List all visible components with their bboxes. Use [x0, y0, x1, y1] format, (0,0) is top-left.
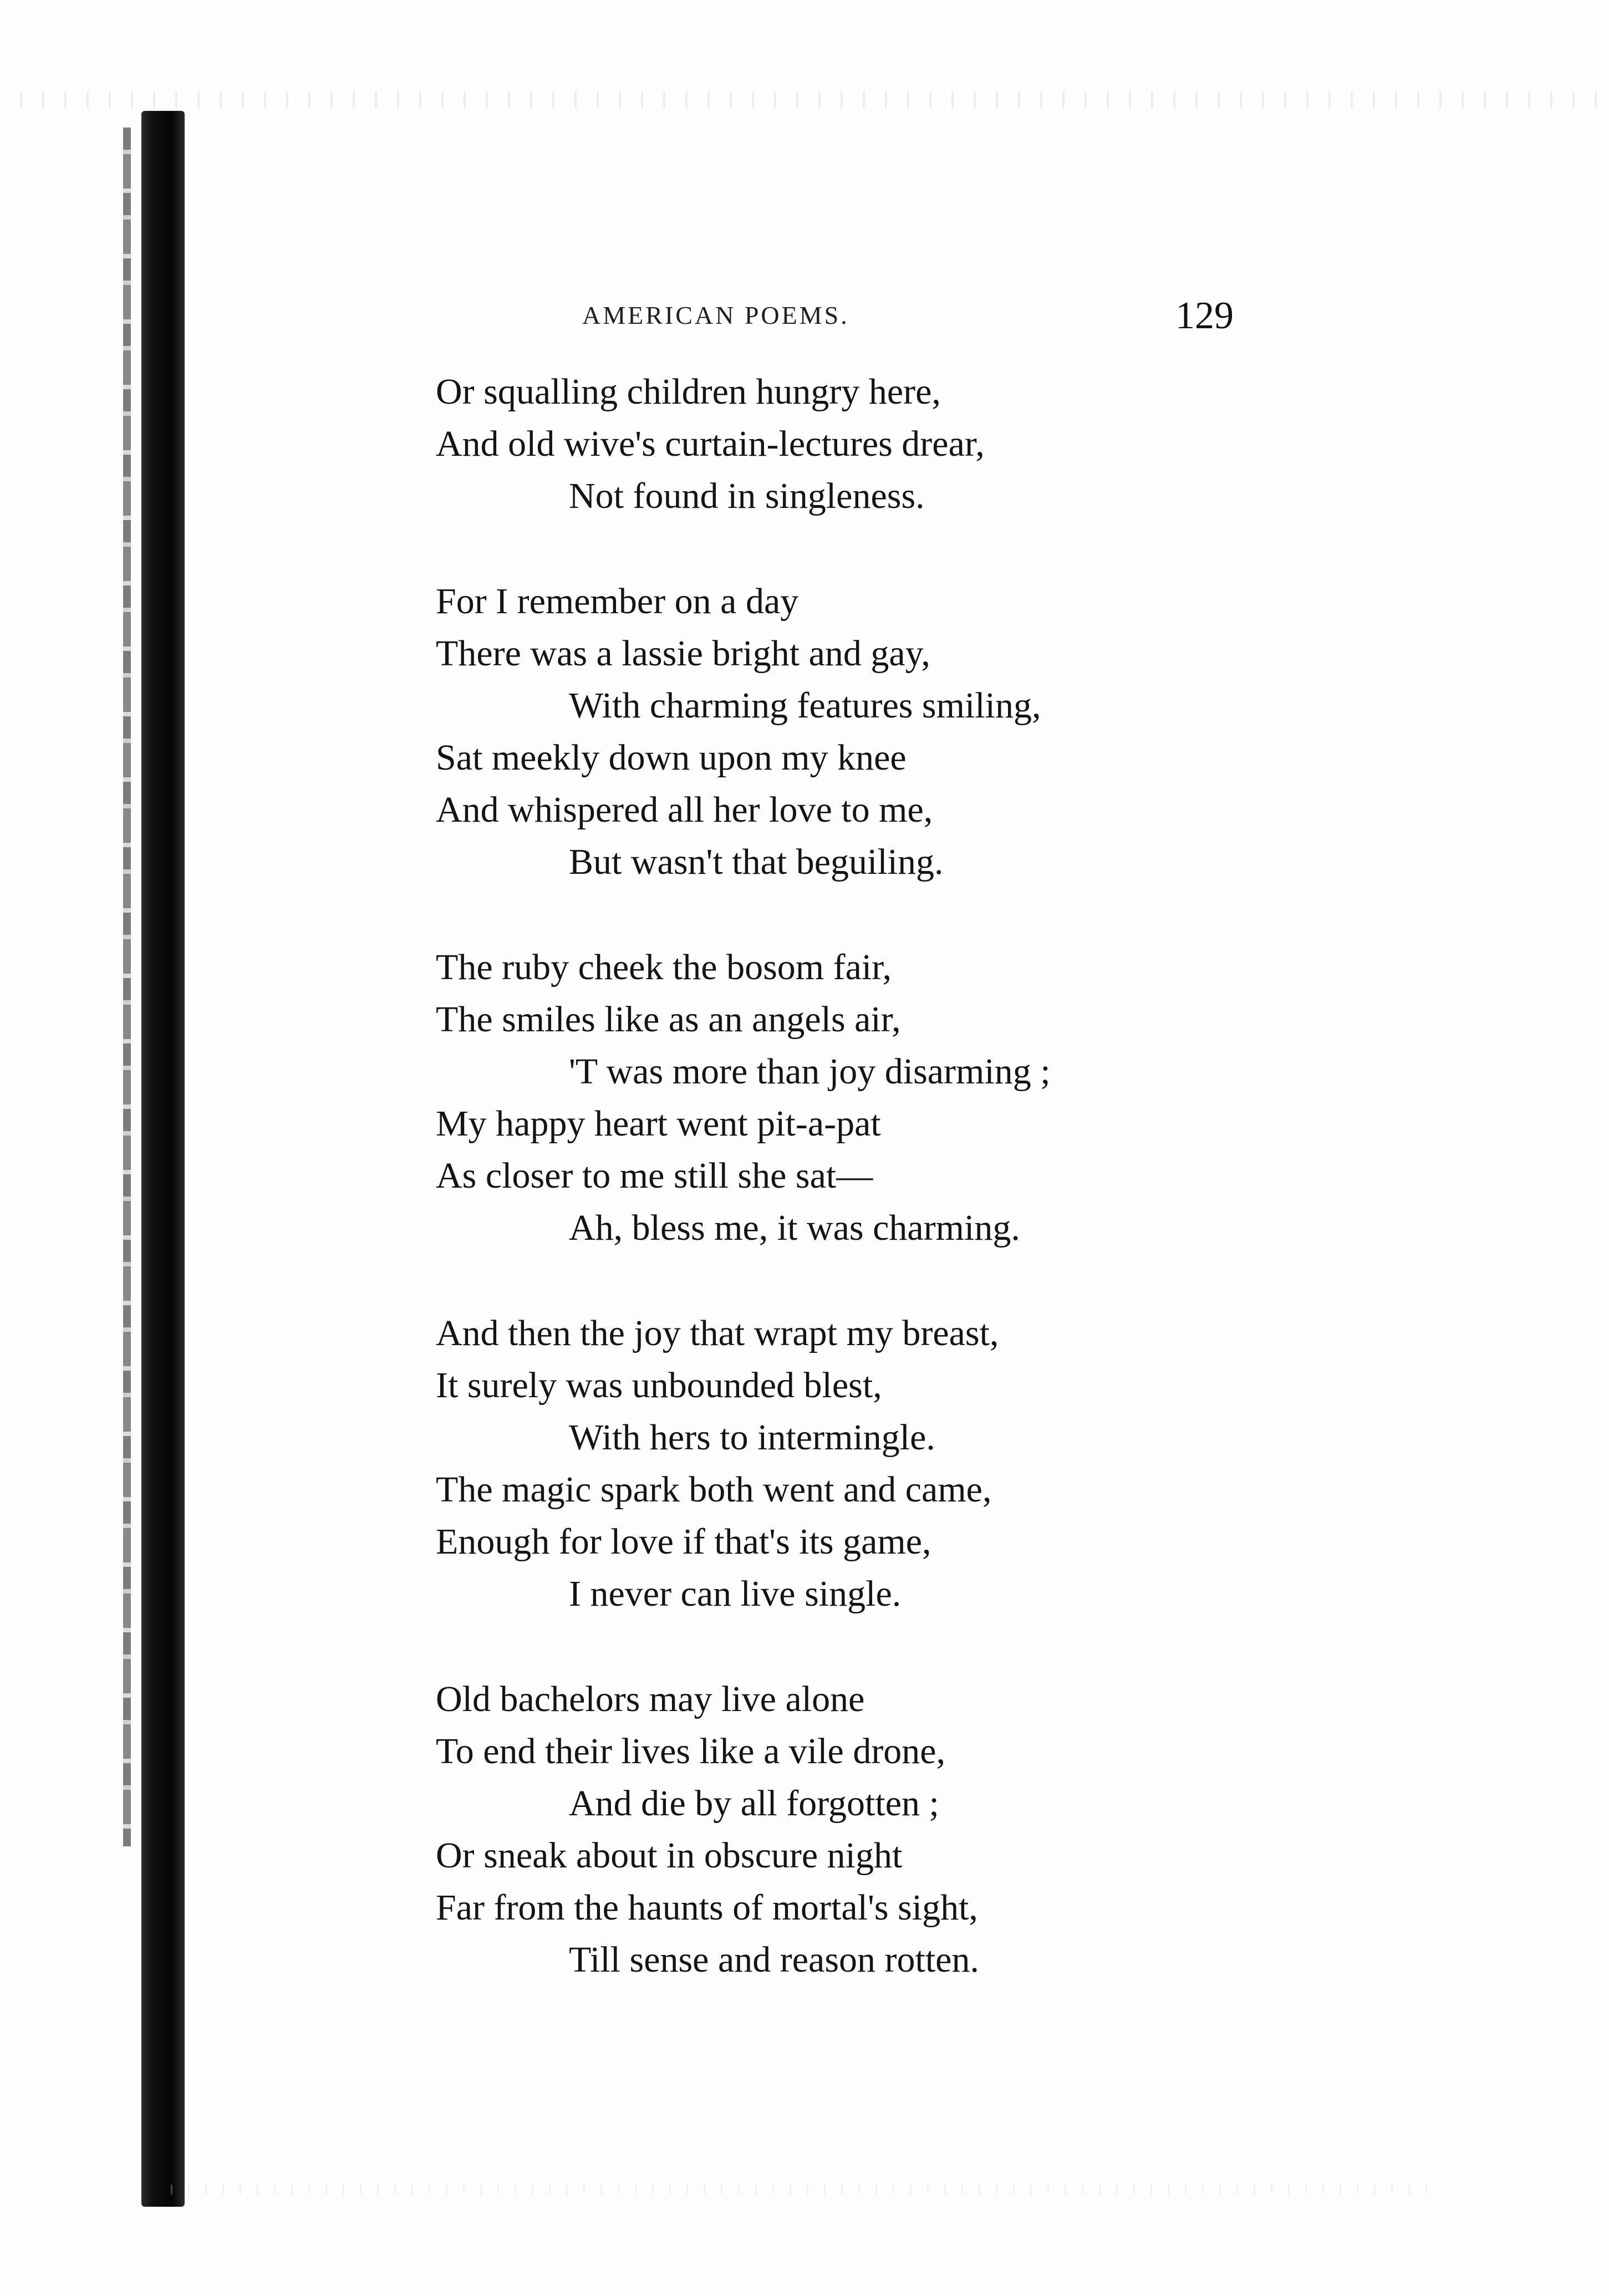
- running-head: [0, 294, 1609, 344]
- stanza-1: [436, 366, 1223, 522]
- poem-line: Ah, bless me, it was charming.: [569, 1208, 1020, 1248]
- poem-line: I never can live single.: [569, 1574, 902, 1614]
- poem-line: My happy heart went pit-a-pat: [436, 1103, 881, 1144]
- stanza-4: [436, 1307, 1223, 1620]
- poem-line: And then the joy that wrapt my breast,: [436, 1313, 999, 1353]
- stanza-3: [436, 941, 1223, 1254]
- poem-line: Not found in singleness.: [569, 476, 925, 516]
- running-title: AMERICAN POEMS.: [582, 301, 849, 329]
- poem-line: The magic spark both went and came,: [436, 1469, 992, 1510]
- poem-line: To end their lives like a vile drone,: [436, 1731, 946, 1771]
- poem-line: For I remember on a day: [436, 581, 799, 622]
- poem-line: But wasn't that beguiling.: [569, 842, 944, 882]
- poem-line: The smiles like as an angels air,: [436, 999, 901, 1040]
- page-number: 129: [1175, 294, 1234, 337]
- poem-line: The ruby cheek the bosom fair,: [436, 947, 892, 987]
- binding-edge: [123, 128, 131, 1846]
- stanza-5: [436, 1673, 1223, 1986]
- poem-line: And whispered all her love to me,: [436, 790, 933, 830]
- page-specks-top: [0, 91, 1609, 108]
- poem-line: With charming features smiling,: [569, 685, 1041, 726]
- poem-line: There was a lassie bright and gay,: [436, 633, 930, 674]
- poem-line: Old bachelors may live alone: [436, 1679, 865, 1719]
- stanza-2: [436, 576, 1223, 888]
- poem-line: And die by all forgotten ;: [569, 1783, 939, 1824]
- poem-line: It surely was unbounded blest,: [436, 1365, 882, 1406]
- poem-line: 'T was more than joy disarming ;: [569, 1051, 1051, 1092]
- poem-line: With hers to intermingle.: [569, 1417, 935, 1458]
- poem-line: Till sense and reason rotten.: [569, 1939, 979, 1980]
- poem-line: Or squalling children hungry here,: [436, 371, 941, 412]
- poem-line: Sat meekly down upon my knee: [436, 737, 907, 778]
- poem: [436, 366, 1223, 1980]
- binding-shadow: [141, 111, 185, 2207]
- poem-line: Enough for love if that's its game,: [436, 1521, 931, 1562]
- poem-line: Or sneak about in obscure night: [436, 1835, 903, 1876]
- poem-line: As closer to me still she sat—: [436, 1155, 873, 1196]
- poem-line: Far from the haunts of mortal's sight,: [436, 1887, 978, 1928]
- page-specks-bottom: [155, 2185, 1430, 2195]
- poem-line: And old wive's curtain-lectures drear,: [436, 424, 985, 464]
